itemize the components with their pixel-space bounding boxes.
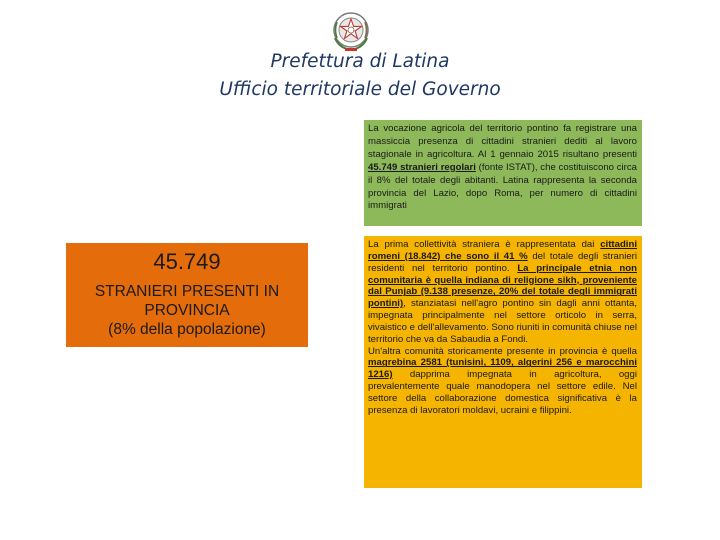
p1-text-b: del totale degli stranieri residenti nel territorio pontino. bbox=[368, 250, 637, 274]
p2-text-a: Un'altra comunità storicamente presente in provincia è quella bbox=[368, 345, 637, 357]
summary-text-start: La vocazione agricola del territorio pontino fa registrare una massiccia presenza di cittadini stranieri dediti al lavoro stagionale in agricoltura. Al 1 gennaio 2015 risultano presenti bbox=[368, 123, 637, 160]
agriculture-summary-box bbox=[364, 120, 642, 226]
stat-number: 45.749 bbox=[153, 249, 221, 274]
p1-highlight-a: cittadini romeni (18.842) che sono il 41 % bbox=[368, 239, 637, 262]
stat-label bbox=[66, 282, 308, 320]
p1-highlight-b: La principale etnia non comunitaria è quella indiana di religione sikh, proveniente dal Punjab (9.138 presenze, 20% del totale degli immigrati pontini) bbox=[368, 262, 637, 310]
p1-text-a: La prima collettività straniera è rappresentata dai bbox=[368, 239, 601, 250]
p2-highlight-a: magrebina 2581 (tunisini, 1109, algerini 256 e marocchini 1216) bbox=[368, 357, 637, 381]
foreigners-stat-box bbox=[66, 243, 308, 347]
communities-detail-box bbox=[364, 236, 642, 488]
summary-highlight: 45.749 stranieri regolari bbox=[368, 161, 476, 173]
stat-label-line-1: STRANIERI PRESENTI IN bbox=[94, 283, 280, 300]
p1-text-c: , stanziatasi nell'agro pontino sin dagli anni ottanta, impegnata principalmente nel settore orticolo in serra, vivaistico e dell'allevamento. Sono riuniti in comunità chiuse nel territorio che va da Sabaudia a Fondi. bbox=[368, 298, 637, 345]
p2-text-b: dapprima impegnata in agricoltura, oggi prevalentemente quale manodopera nel settore edile. Nel settore della collaborazione domestica significativa è la presenza di lavoratori moldavi, ucraini e filippini. bbox=[368, 369, 637, 416]
page-title-line-1: Prefettura di Latina bbox=[270, 51, 450, 72]
page-title-line-2: Ufficio territoriale del Governo bbox=[219, 79, 501, 100]
stat-percentage: (8% della popolazione) bbox=[108, 321, 266, 338]
stat-label-line-2: PROVINCIA bbox=[144, 302, 230, 319]
summary-text-end: (fonte ISTAT), che costituiscono circa il 8% del totale degli abitanti. Latina rappresenta la seconda provincia del Lazio, dopo Roma, per numero di cittadini immigrati bbox=[368, 161, 637, 212]
communities-paragraph-2 bbox=[368, 346, 637, 417]
italian-republic-emblem-icon bbox=[329, 8, 373, 54]
communities-paragraph-1 bbox=[368, 239, 637, 346]
